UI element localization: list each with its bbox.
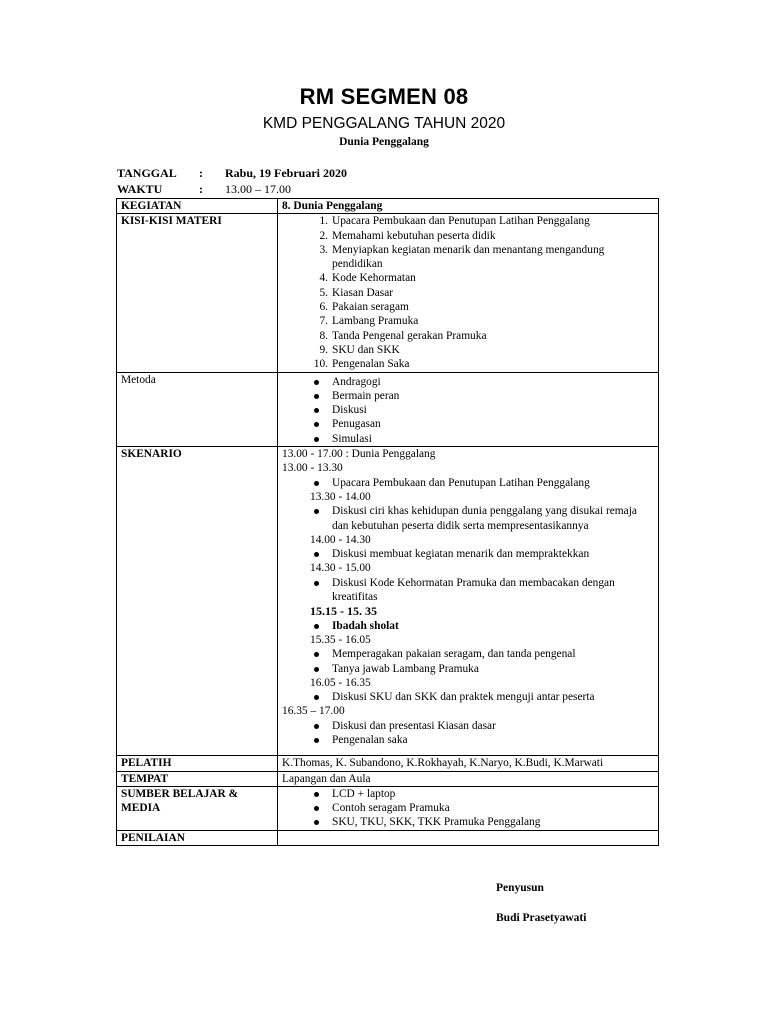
metoda-list xyxy=(282,375,654,446)
list-item: Simulasi xyxy=(282,432,654,446)
signature-name: Budi Prasetyawati xyxy=(496,912,587,924)
skenario-time: 14.00 - 14.30 xyxy=(310,533,371,546)
kisi-list xyxy=(282,214,654,371)
skenario-time: 16.35 – 17.00 xyxy=(282,705,345,718)
kegiatan-label: KEGIATAN xyxy=(117,199,278,214)
metoda-label: Metoda xyxy=(117,372,278,446)
list-item: 6. Pakaian seragam xyxy=(319,301,409,314)
document-title: RM SEGMEN 08 xyxy=(299,84,469,109)
row-penilaian xyxy=(117,830,659,845)
skenario-time: 13.30 - 14.00 xyxy=(310,490,371,503)
list-item: Upacara Pembukaan dan Penutupan Latihan Penggalang xyxy=(282,476,654,490)
sumber-list xyxy=(282,787,654,830)
list-item: 4. Kode Kehormatan xyxy=(319,272,416,285)
waktu-row xyxy=(117,182,291,196)
list-item: 9. SKU dan SKK xyxy=(319,343,400,356)
list-item: Pengenalan saka xyxy=(282,733,654,747)
list-item: Diskusi Kode Kehormatan Pramuka dan membacakan dengan kreatifitas xyxy=(282,576,654,605)
document-subtitle: KMD PENGGALANG TAHUN 2020 xyxy=(262,115,506,132)
tempat-label: TEMPAT xyxy=(117,771,278,786)
row-sumber xyxy=(117,786,659,830)
kisi-label: KISI-KISI MATERI xyxy=(117,214,278,372)
waktu-colon: : xyxy=(199,182,203,196)
skenario-time: 15.15 - 15. 35 xyxy=(310,604,377,619)
rm-table xyxy=(116,198,659,846)
list-item: Ibadah sholat xyxy=(282,619,654,633)
list-item: Diskusi SKU dan SKK dan praktek menguji antar peserta xyxy=(282,690,654,704)
skenario-time: 15.35 - 16.05 xyxy=(310,633,371,646)
tanggal-label: TANGGAL xyxy=(117,166,177,180)
list-item: Diskusi dan presentasi Kiasan dasar xyxy=(282,719,654,733)
penilaian-value xyxy=(278,830,659,845)
list-item: 7. Lambang Pramuka xyxy=(319,315,419,328)
sumber-cell xyxy=(278,786,659,830)
list-item: 5. Kiasan Dasar xyxy=(319,286,394,299)
skenario-time: 14.30 - 15.00 xyxy=(310,562,371,575)
skenario-label: SKENARIO xyxy=(117,447,278,756)
list-item: Contoh seragam Pramuka xyxy=(282,801,654,815)
list-item: 8. Tanda Pengenal gerakan Pramuka xyxy=(319,329,487,342)
list-item: 2. Memahami kebutuhan peserta didik xyxy=(319,229,496,242)
row-metoda xyxy=(117,372,659,446)
row-pelatih xyxy=(117,756,659,771)
list-item: Penugasan xyxy=(282,417,654,431)
kisi-cell xyxy=(278,214,659,372)
list-item: Diskusi xyxy=(282,403,654,417)
list-item: Andragogi xyxy=(282,375,654,389)
row-kisi xyxy=(117,214,659,372)
tempat-value: Lapangan dan Aula xyxy=(278,771,659,786)
metoda-cell xyxy=(278,372,659,446)
list-item: Tanya jawab Lambang Pramuka xyxy=(282,662,654,676)
list-item: 1. Upacara Pembukaan dan Penutupan Latihan Penggalang xyxy=(319,215,590,228)
tanggal-value: Rabu, 19 Februari 2020 xyxy=(225,166,348,180)
row-tempat xyxy=(117,771,659,786)
document-theme: Dunia Penggalang xyxy=(339,136,429,148)
kegiatan-value: 8. Dunia Penggalang xyxy=(278,199,659,214)
row-kegiatan xyxy=(117,199,659,214)
waktu-label: WAKTU xyxy=(117,182,163,196)
pelatih-value: K.Thomas, K. Subandono, K.Rokhayah, K.Naryo, K.Budi, K.Marwati xyxy=(278,756,659,771)
tanggal-row xyxy=(117,166,347,180)
skenario-cell xyxy=(278,447,659,756)
skenario-time: 16.05 - 16.35 xyxy=(310,676,371,689)
list-item: 10. Pengenalan Saka xyxy=(313,358,410,371)
list-item: Diskusi membuat kegiatan menarik dan mempraktekkan xyxy=(282,547,654,561)
list-item: Diskusi ciri khas kehidupan dunia penggalang yang disukai remaja dan kebutuhan peserta didik serta mempresentasikannya xyxy=(282,504,654,533)
list-item: SKU, TKU, SKK, TKK Pramuka Penggalang xyxy=(282,815,654,829)
skenario-time: 13.00 - 17.00 : Dunia Penggalang xyxy=(282,448,436,461)
pelatih-label: PELATIH xyxy=(117,756,278,771)
skenario-time: 13.00 - 13.30 xyxy=(282,462,343,475)
sumber-label: SUMBER BELAJAR & MEDIA xyxy=(117,786,278,830)
penilaian-label: PENILAIAN xyxy=(117,830,278,845)
signature-role: Penyusun xyxy=(496,882,544,894)
list-item: Memperagakan pakaian seragam, dan tanda pengenal xyxy=(282,647,654,661)
row-skenario xyxy=(117,447,659,756)
list-item: Bermain peran xyxy=(282,389,654,403)
waktu-value: 13.00 – 17.00 xyxy=(225,182,291,196)
list-item: 3. Menyiapkan kegiatan menarik dan menantang mengandung pendidikan xyxy=(319,243,605,271)
list-item: LCD + laptop xyxy=(282,787,654,801)
tanggal-colon: : xyxy=(199,166,203,180)
